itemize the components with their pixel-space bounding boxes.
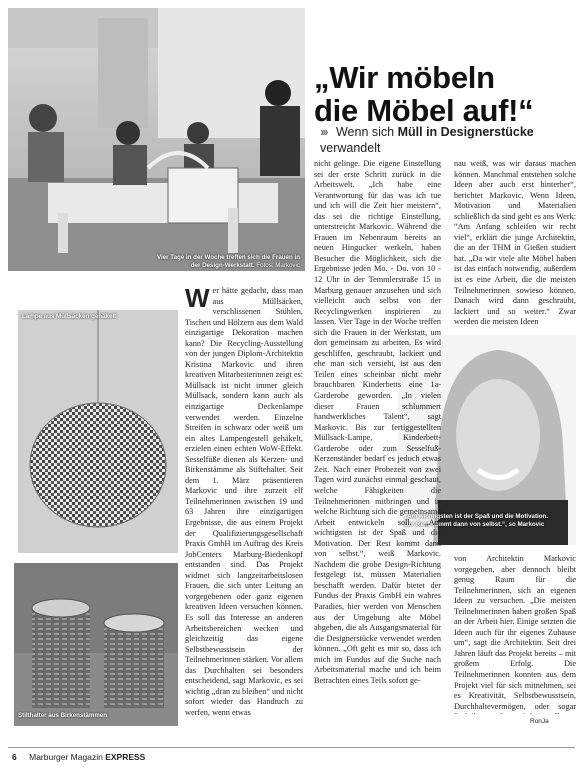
article-column-3-bottom: von Architektin Markovic vorgegeben, aber dennoch bleibt genug Raum für die Teilnehmerinnen, sich an eigenen Ideen zu versuchen. „Die meisten Teilnehmerinnen haben großen Spaß an der Arbeit hier. Einige setzten die Ideen auch für ihr eigenes Zuhause um“, sagt die Architektin. Seit drei Jahren läuft das Projekt bereits – mit großem Erfolg. Die Teilnehmerinnen konnten aus dem Projekt viel für sich mitnehmen, sei es Kreativität, Selbstbewusstsein, Durchhaltevermögen, oder sogar: [454, 554, 576, 711]
article-column-1: Wer hätte gedacht, dass man aus Müllsäcken, verschlissenen Stühlen, Tischen und Hölzern aus dem Wald einzigartige Dekoration machen kann? Die Recycling-Ausstellung von der jungen Diplom-Architektin Kristina Markovic und ihren kreativen Mitarbeiterinnen zeigt es: Müllsack ist nicht immer gleich Müllsack, sondern kann auch als einzigartige Deckenlampe verwendet werden. Einzelne Streifen in schwarz oder weiß um ein altes Lampengestell gehäkelt, erzielen einen echten WoW-Effekt. Sesselfüße dienen als Kerzen- und Birkenstämme als Stiftehalter. Seit dem 1. März präsentieren Markovic und ihre zurzeit elf Teilnehmerinnen zwischen 19 und 63 Jahren ihre einzigartigen Ergebnisse, die aus einem Projekt der Qualifizierungsgesellschaft Praxis GmbH im Auftrag des Kreis JobCenters Marburg-Biedenkopf entstanden sind. Das Projekt widmet sich langzeitarbeitslosen Frauen, die sich unter Leitung an vorgegebenen oder ganz eigenen kreativen Ideen versuchen können. Es soll das Interesse an anderen Arbeitsbereichen wecken und gleichzeitig das eigene Selbstbewusstsein der Teilnehmerinnen stärken. Vor allem das Durchhalten sei besonders entscheidend, sagt Markovic, es sei wichtig „dran zu bleiben“ und nicht sofort wieder das Handtuch zu werfen, wenn etwas: [185, 286, 303, 716]
headline-line-1: „Wir möbeln: [314, 60, 495, 95]
footer-divider: [8, 747, 575, 748]
portrait-caption: „Am wichtigsten ist der Spaß und die Motivation. Der Rest kommt dann von selbst.“, so Markovic: [404, 513, 549, 528]
stools-photo: [14, 563, 178, 726]
workshop-caption: Vier Tage in der Woche treffen sich die Frauen in der Design-Werkstatt. Fotos: Markovic: [156, 254, 300, 269]
article-column-2: nicht gelinge. Die eigene Einstellung sei der erste Schritt zurück in die Arbeitswelt. „Ich habe eine Verantwortung für das was ich tue und ich will die Zeit hier meistern“, das sei die richtige Einstellung, unterstreicht Markovic. Während die Frauen im Nebenraum bereits an neuen Hingucker werkeln, haben Besucher die Möglichkeit, sich die Ergebnisse jeden Mo. - Do. von 10 - 12 Uhr in der Temmlerstraße 15 in Marburg genauer anzusehen und sich vielleicht auch selbst von der Recyclingwerken inspirieren zu lassen. Vier Tage in der Woche treffen sich die Frauen in der Werkstatt, um dort gemeinsam zu arbeiten. Es wird geschliffen, geschraubt, lackiert und ehe man sich versieht, ist aus den Teilen eines scheinbar nicht mehr brauchbaren Kinderbetts eine 1a-Garderobe geworden. „In vielen dieser Frauen schlummert handwerkliches Talent“, sagt Markovic. Bis zur fertiggestellten Müllsack-Lampe, Kinderbett-Garderobe oder zum Sesselfuß-Kerzenständer bedarf es jedoch etwas Zeit. Nach einer Probezeit von zwei Tagen wird zunächst einmal geschaut, welche Fähigkeiten die Teilnehmerinnen mitbringen und in welche Richtung sich die gemeinsame Arbeit entwickeln soll. „Am wichtigsten ist der Spaß und die Motivation. Der Rest kommt dann von selbst.“, weiß Markovic. Nachdem die grobe Design-Richtung festgelegt ist, müssen Materialien beschafft werden. Dafür bietet der Fundus der Praxis GmbH ein wahres Paradies, hier werden von Menschen aus der Umgebung alte Möbel abgeben, die als Ausgangsmaterial für die Designerstücke verwendet werden können. „Oft geht es mir so, dass ich mich im Fundus auf die Suche nach Arbeitsmaterial mache und ich beim Betrachten eines Teils sofort ge-: [314, 159, 441, 685]
subhead: ››› Wenn sich Müll in Designerstücke verwandelt: [320, 125, 534, 156]
lamp-photo: [18, 310, 178, 553]
headline: [314, 62, 576, 127]
author-initials: RonJa: [530, 718, 549, 725]
dropcap: W: [185, 286, 210, 313]
page-footer: [12, 752, 145, 762]
article-column-3-top: nau weiß, was wir daraus machen können. Manchmal entstehen solche Ideen aber auch erst hinterher“, berichtet Markovic. Wenn Ideen, Motivation und Materialien schließlich da sind geht es ans Werk: “Am Anfang schleifen wir recht viel“, erklärt die junge Architektin, die an der THM in Gießen studiert hat. „Da wir viele alte Möbel haben ist das einfach notwendig, außerdem ist es eine Arbeit, die die meisten Teilnehmerinnen sowieso können. Danach wird dann geschraubt, lackiert und so weiter.“ Zwar werden die meisten Ideen: [454, 159, 576, 327]
magazine-name: Marburger Magazin: [29, 752, 103, 762]
page-number: 6: [12, 752, 17, 762]
chevron-right-icon: ›››: [320, 125, 327, 139]
lamp-caption: Lampe aus Müllsäcken gehäkelt: [22, 313, 117, 320]
stools-caption: Stilthalter aus Birkenstämmen: [18, 712, 108, 719]
magazine-edition: EXPRESS: [105, 752, 146, 762]
headline-line-2: die Möbel auf!“: [314, 92, 534, 128]
workshop-photo: [8, 8, 305, 271]
